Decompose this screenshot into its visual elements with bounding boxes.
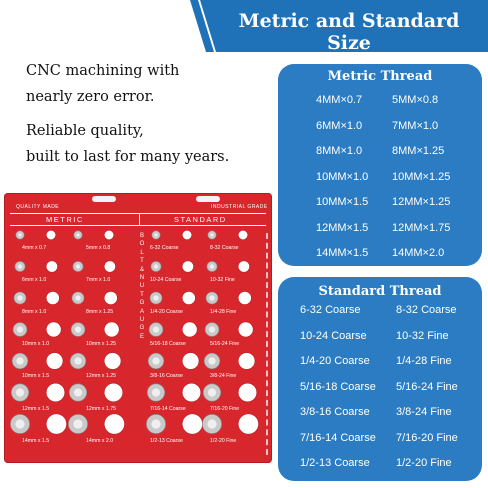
bolt-stud-top: [151, 419, 160, 428]
vertical-letter: G: [139, 325, 145, 332]
gauge-size-label: 6-32 Coarse: [150, 245, 179, 251]
bolt-stud-top: [75, 295, 80, 300]
vertical-letter: U: [139, 283, 145, 290]
nut-hole: [104, 261, 115, 272]
vertical-letter: T: [140, 291, 144, 298]
standard-header: STANDARD: [174, 215, 227, 224]
standard-thread-panel: [278, 277, 482, 481]
gauge-size-label: 8-32 Coarse: [210, 245, 239, 251]
nut-hole: [238, 291, 251, 304]
thread-size-item: 6-32 Coarse: [300, 304, 361, 316]
gauge-size-label: 10-32 Fine: [210, 277, 235, 284]
thread-size-item: 12MM×1.5: [316, 221, 369, 234]
gauge-size-label: 3/8-24 Fine: [210, 373, 237, 380]
nut-hole: [182, 353, 199, 370]
gauge-size-label: 12mm x 1.25: [86, 373, 116, 380]
nut-hole: [104, 291, 117, 304]
vertical-letter: E: [139, 333, 144, 340]
vertical-letter: U: [139, 317, 145, 324]
gauge-size-label: 1/2-13 Coarse: [150, 437, 183, 444]
bolt-stud-top: [17, 326, 23, 332]
nut-hole: [182, 230, 192, 240]
tagline-line: built to last for many years.: [26, 149, 230, 165]
thread-size-item: 8-32 Coarse: [396, 304, 457, 316]
gauge-size-label: 1/2-20 Fine: [210, 437, 237, 444]
gauge-size-label: 14mm x 2.0: [86, 437, 114, 444]
gauge-size-label: 10-24 Coarse: [150, 277, 182, 284]
thread-size-item: 14MM×2.0: [392, 247, 445, 259]
metric-panel-title: Metric Thread: [327, 69, 433, 84]
vertical-letter: G: [139, 300, 145, 307]
thread-size-item: 10MM×1.0: [316, 170, 369, 183]
gauge-size-label: 14mm x 1.5: [22, 437, 50, 444]
gauge-size-label: 10mm x 1.25: [86, 341, 116, 348]
thread-size-item: 5/16-24 Fine: [396, 380, 458, 393]
nut-hole: [238, 322, 253, 337]
nut-hole: [104, 322, 119, 337]
bolt-stud-top: [74, 388, 82, 396]
nut-hole: [182, 291, 195, 304]
gauge-size-label: 4mm x 0.7: [22, 245, 47, 251]
gauge-size-label: 7/16-14 Coarse: [150, 405, 186, 412]
gauge-size-label: 5/16-24 Fine: [210, 341, 240, 348]
gauge-size-label: 12mm x 1.75: [86, 405, 116, 412]
bolt-stud-top: [154, 233, 157, 236]
bolt-stud-top: [76, 264, 80, 268]
vertical-letter: L: [140, 249, 144, 256]
bolt-stud-top: [16, 357, 23, 364]
thread-size-item: 3/8-24 Fine: [396, 406, 452, 418]
bolt-stud-top: [209, 295, 214, 300]
nut-hole: [238, 230, 248, 240]
bolt-stud-top: [76, 233, 79, 236]
thread-size-item: 1/2-20 Fine: [396, 457, 452, 469]
bolt-stud-top: [153, 326, 159, 332]
nut-hole: [46, 230, 56, 240]
bolt-stud-top: [15, 419, 24, 428]
thread-size-item: 8MM×1.25: [392, 145, 445, 157]
bolt-stud-top: [153, 295, 158, 300]
thread-size-item: 6MM×1.0: [316, 119, 363, 132]
thread-size-item: 1/4-20 Coarse: [300, 355, 370, 367]
thread-size-item: 10-24 Coarse: [300, 329, 367, 342]
vertical-letter: A: [139, 308, 144, 315]
bolt-stud-top: [152, 388, 160, 396]
thread-size-item: 10MM×1.5: [316, 196, 369, 208]
vertical-letter: &: [139, 266, 144, 273]
bolt-stud-top: [75, 326, 81, 332]
bolt-stud-top: [154, 264, 158, 268]
industrial-grade-label: INDUSTRIAL GRADE: [211, 204, 268, 210]
gauge-size-label: 7mm x 1.0: [86, 277, 111, 284]
bolt-stud-top: [210, 264, 214, 268]
vertical-letter: T: [140, 258, 144, 265]
nut-hole: [46, 353, 63, 370]
nut-hole: [238, 261, 249, 272]
tagline-quality: [26, 118, 229, 170]
thread-size-item: 7/16-20 Fine: [396, 431, 458, 444]
gauge-size-label: 3/8-16 Coarse: [150, 373, 183, 380]
bolt-stud-top: [209, 326, 215, 332]
tagline-line: nearly zero error.: [26, 89, 155, 105]
bolt-stud-top: [210, 233, 213, 236]
gauge-size-label: 1/4-28 Fine: [210, 309, 237, 316]
nut-hole: [46, 261, 57, 272]
bolt-stud-top: [74, 357, 81, 364]
thread-size-item: 12MM×1.25: [392, 196, 451, 208]
gauge-size-label: 10mm x 1.0: [22, 341, 50, 348]
gauge-size-label: 7/16-20 Fine: [210, 405, 240, 412]
bolt-stud-top: [16, 388, 24, 396]
bolt-stud-top: [152, 357, 159, 364]
vertical-letter: B: [139, 233, 144, 239]
bolt-stud-top: [207, 419, 216, 428]
nut-hole: [104, 353, 121, 370]
nut-hole: [46, 291, 59, 304]
standard-panel-title: Standard Thread: [318, 284, 442, 299]
tagline-line: CNC machining with: [26, 63, 180, 79]
metric-header: METRIC: [46, 215, 84, 224]
thread-size-item: 10MM×1.25: [392, 170, 451, 183]
nut-hole: [238, 353, 255, 370]
thread-size-item: 5/16-18 Coarse: [300, 380, 376, 393]
quality-made-label: QUALITY MADE: [16, 204, 60, 210]
thread-size-item: 4MM×0.7: [316, 94, 363, 106]
thread-size-item: 7MM×1.0: [392, 119, 439, 132]
gauge-size-label: 6mm x 1.0: [22, 277, 47, 284]
thread-size-item: 12MM×1.75: [392, 221, 451, 234]
nut-hole: [182, 383, 201, 402]
thread-size-item: 1/2-13 Coarse: [300, 457, 370, 469]
tagline-line: Reliable quality,: [26, 123, 144, 139]
bolt-nut-gauge-vertical-text: [137, 232, 147, 341]
vertical-letter: N: [139, 275, 145, 282]
gauge-size-label: 1/4-20 Coarse: [150, 309, 183, 316]
thread-size-item: 3/8-16 Coarse: [300, 406, 370, 418]
bolt-stud-top: [208, 357, 215, 364]
nut-hole: [238, 383, 257, 402]
thread-size-item: 7/16-14 Coarse: [300, 431, 376, 444]
nut-hole: [182, 414, 202, 434]
nut-hole: [238, 414, 258, 434]
gauge-size-label: 5/16-18 Coarse: [150, 341, 186, 348]
thread-size-item: 14MM×1.5: [316, 247, 369, 259]
nut-hole: [104, 230, 114, 240]
nut-hole: [182, 261, 193, 272]
gauge-size-label: 8mm x 1.0: [22, 309, 47, 316]
nut-hole: [104, 414, 124, 434]
gauge-size-label: 8mm x 1.25: [86, 309, 114, 316]
thread-size-item: 1/4-28 Fine: [396, 355, 452, 367]
gauge-size-label: 10mm x 1.5: [22, 373, 50, 380]
nut-hole: [182, 322, 197, 337]
gauge-size-label: 5mm x 0.8: [86, 245, 111, 251]
nut-hole: [46, 322, 61, 337]
bolt-stud-top: [208, 388, 216, 396]
bolt-stud-top: [73, 419, 82, 428]
gauge-size-label: 12mm x 1.5: [22, 405, 50, 412]
nut-hole: [104, 383, 123, 402]
metric-thread-panel: [278, 64, 482, 266]
bolt-stud-top: [18, 264, 22, 268]
nut-hole: [46, 383, 65, 402]
nut-hole: [46, 414, 66, 434]
bolt-stud-top: [18, 233, 21, 236]
tagline-precision: [26, 58, 179, 110]
banner-title: Metric and Standard Size: [238, 10, 460, 54]
thread-size-item: 8MM×1.0: [316, 145, 363, 157]
bolt-stud-top: [17, 295, 22, 300]
thread-size-item: 5MM×0.8: [392, 94, 439, 106]
thread-size-item: 10-32 Fine: [396, 329, 449, 342]
vertical-letter: O: [139, 241, 145, 248]
